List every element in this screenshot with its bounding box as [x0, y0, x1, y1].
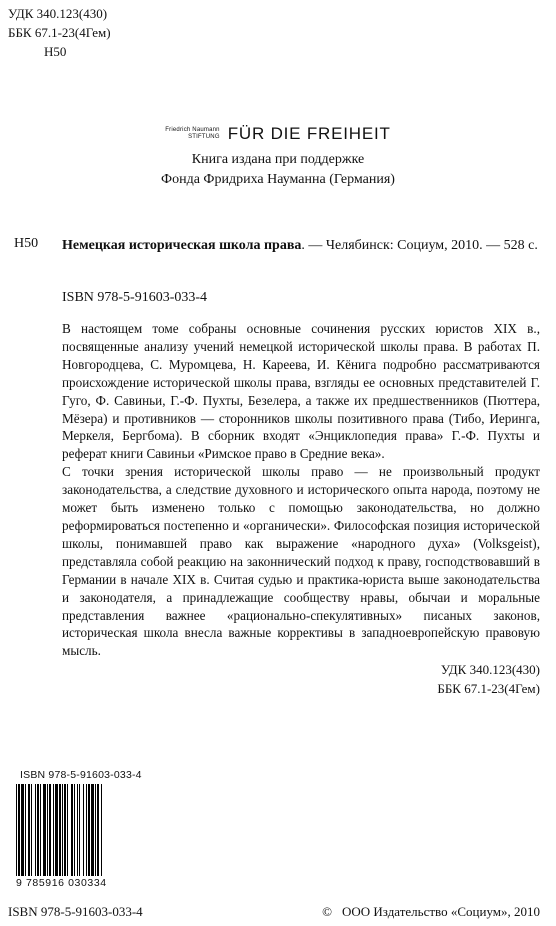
- support-note: [0, 150, 556, 190]
- entry-isbn: ISBN 978-5-91603-033-4: [62, 290, 208, 305]
- barcode-isbn-label: ISBN 978-5-91603-033-4: [20, 769, 142, 781]
- logo-main-text: FÜR DIE FREIHEIT: [227, 124, 391, 143]
- book-title: Немецкая историческая школа права: [62, 238, 302, 253]
- support-line1: Книга издана при поддержке: [191, 152, 365, 167]
- abstract-paragraph-2: С точки зрения исторической школы право — не произвольный продукт законодательства, а следствие духовного и исторического опыта народа, поэтому не может быть изменено только с помощью законодательства, но должно реформироваться постепенно и «органически». Философская позиция исторической школы, понимавшей право как выражение «народного духа» (Volksgeist), представляла собой реакцию на законнический подход к праву, господствовавший в Германии в начале XIX в. Считая судью и практика-юриста выше законодательства и законодателя, а принадлежащие сообществу нравы, обычаи и моральные представления важнее «рационально-спекулятивных» писаных законов, историческая школа внесла важные коррективы в западноевропейскую правовую мысль.: [62, 464, 540, 659]
- copyright-text: ООО Издательство «Социум», 2010: [341, 904, 540, 919]
- publication-details: . — Челябинск: Социум, 2010. — 528 с.: [301, 238, 538, 253]
- footer-isbn: ISBN 978-5-91603-033-4: [8, 904, 143, 919]
- bbk-code-bottom: ББК 67.1-23(4Гем): [437, 681, 540, 696]
- udk-code: УДК 340.123(430): [8, 6, 108, 21]
- author-mark: Н50: [44, 44, 67, 59]
- logo-small-text: [165, 127, 219, 141]
- support-line2: Фонда Фридриха Науманна (Германия): [161, 172, 395, 187]
- udk-code-bottom: УДК 340.123(430): [440, 662, 540, 677]
- abstract-paragraph-1: В настоящем томе собраны основные сочинения русских юристов XIX в., посвященные анализу учений немецкой исторической школы права. В работах П. Новгородцева, С. Муромцева, Н. Кареева, И. Кёнига подробно рассматриваются происхождение исторической школы права, взгляды ее основных представителей Г. Гуго, Ф. Савиньи, Г.-Ф. Пухты, Безелера, а также их предшественников (Пюттера, Мёзера) и противников — сторонников школы позитивного права (Тибо, Иеринга, Меркеля, Бергбома). В сборник входят «Энциклопедия права» Г.-Ф. Пухты и реферат книги Савиньи «Римское право в Средние века».: [62, 321, 540, 462]
- barcode-icon: [16, 784, 134, 876]
- logo-small-line2: STIFTUNG: [188, 134, 220, 140]
- entry-author-mark: Н50: [14, 236, 39, 251]
- bbk-code: ББК 67.1-23(4Гем): [8, 25, 111, 40]
- bottom-classification-codes: [300, 660, 540, 698]
- barcode-digits: 9 785916 030334: [16, 877, 107, 889]
- foundation-logo: [0, 124, 556, 144]
- abstract-text: [62, 320, 540, 660]
- copyright-notice: [290, 904, 540, 920]
- copyright-symbol: ©: [322, 904, 332, 919]
- logo-small-line1: Friedrich Naumann: [165, 127, 220, 133]
- bibliographic-entry: [62, 236, 540, 256]
- top-classification-codes: [8, 4, 111, 61]
